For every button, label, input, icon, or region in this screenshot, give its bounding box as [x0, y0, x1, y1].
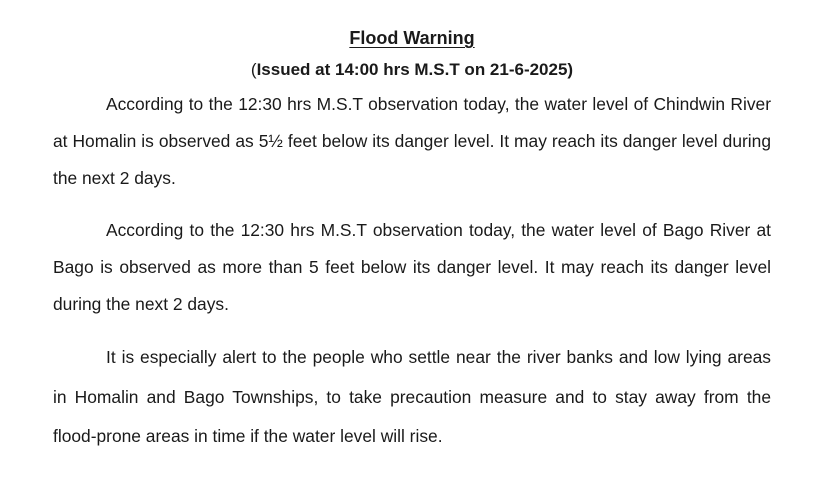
paragraph-bago: According to the 12:30 hrs M.S.T observation today, the water level of Bago River at Bago is observed as more than 5 feet below its danger level. It may reach its danger level during the next 2 days. [53, 220, 771, 314]
document-title-text: Flood Warning [349, 28, 475, 48]
issued-open-paren: ( [250, 60, 257, 79]
document-title [53, 22, 771, 54]
document-body [53, 22, 771, 457]
paragraph-alert: It is especially alert to the people who settle near the river banks and low lying areas in Homalin and Bago Townships, to take precaution measure and to stay away from the flood-prone areas in time if the water level will rise. [53, 347, 771, 446]
paragraph-chindwin: According to the 12:30 hrs M.S.T observation today, the water level of Chindwin River at Homalin is observed as 5½ feet below its danger level. It may reach its danger level during the next 2 days. [53, 94, 771, 188]
issued-text: Issued at 14:00 hrs M.S.T on 21-6-2025) [256, 60, 574, 79]
issued-line [53, 54, 771, 86]
